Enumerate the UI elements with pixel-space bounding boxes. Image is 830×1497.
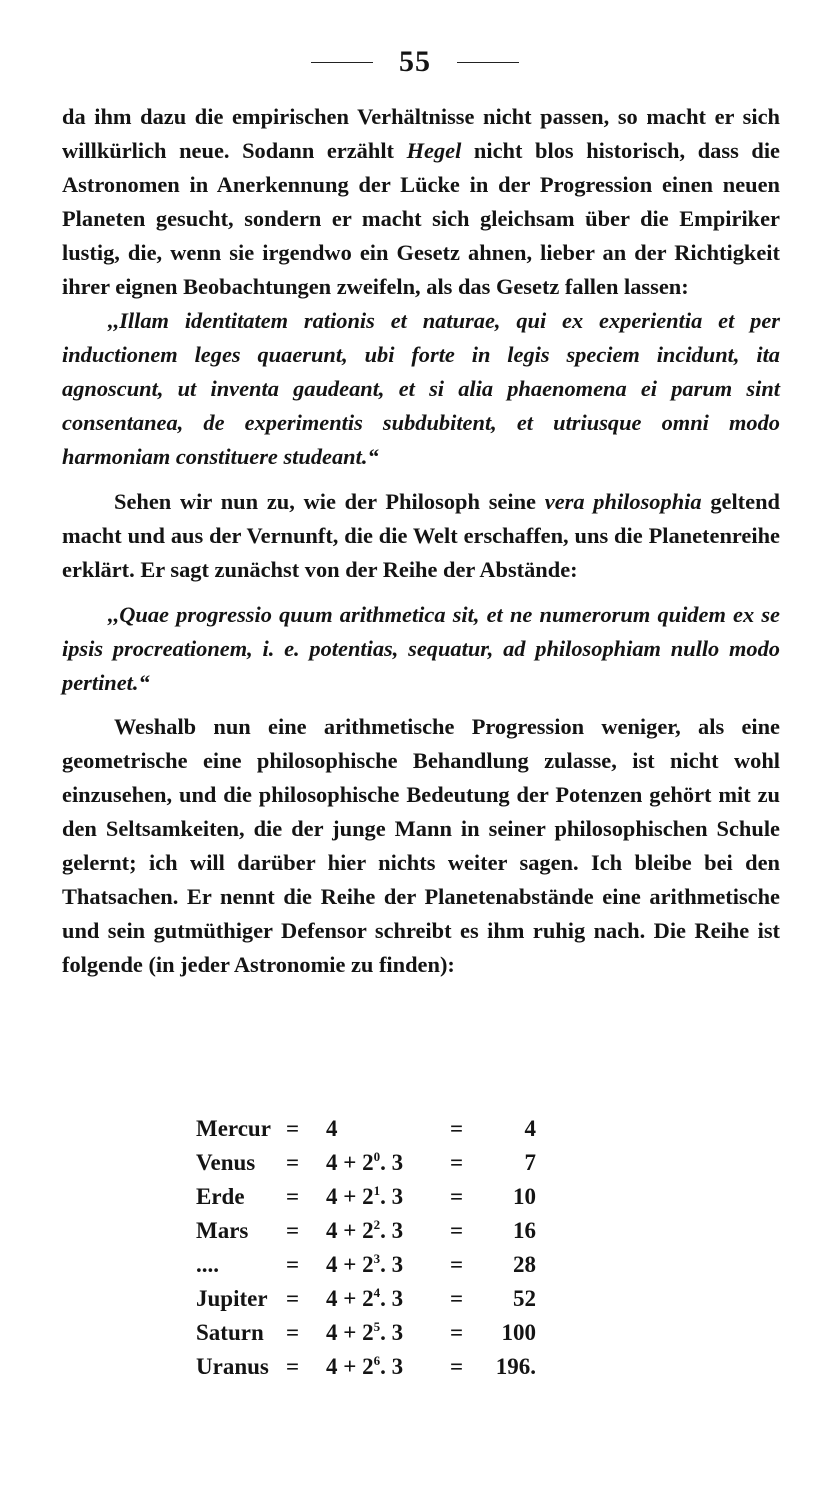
paragraph-1-text: da ihm dazu die empirischen Verhältnisse nicht passen, so macht er sich willkürlich neue. Sodann erzählt [62,104,780,163]
planet-name: Erde [196,1184,245,1209]
equals-sign: = [286,1354,300,1379]
equals-sign: = [450,1218,464,1243]
equals-sign: = [450,1184,464,1209]
equals-sign: = [450,1320,464,1345]
exponent: 6 [373,1353,381,1368]
planet-name: Jupiter [196,1286,268,1311]
planet-name: Uranus [196,1354,269,1379]
equals-sign: = [450,1286,464,1311]
series-expression: $4 + 2^4$. 3 [326,1285,404,1311]
vera-philosophia: vera philosophia [544,488,702,514]
page-body [62,100,780,982]
series-expression: 4 [326,1116,338,1141]
equals-sign: = [450,1116,464,1141]
planet-name: Saturn [196,1320,264,1345]
series-expression: $4 + 2^2$. 3 [326,1217,404,1243]
exponent: 2 [373,1217,381,1232]
name-hegel: Hegel [406,137,462,163]
paragraph-3: Weshalb nun eine arithmetische Progression weniger, als eine geometrische eine philosophische Behandlung zulasse, ist nicht wohl einzusehen, und die philosophische Bedeutung der Potenzen gehört mit zu den Seltsamkeiten, die der junge Mann in seiner philosophischen Schule gelernt; ich will darüber hier nichts weiter sagen. Ich bleibe bei den Thatsachen. Er nennt die Reihe der Planetenabstände eine arithmetische und sein gutmüthiger Defensor schreibt es ihm ruhig nach. Die Reihe ist folgende (in jeder Astronomie zu finden): [62,714,780,977]
distance-value: 7 [524,1150,536,1175]
equals-sign: = [286,1184,300,1209]
page-header [0,40,830,84]
equals-sign: = [286,1116,300,1141]
planet-name: .... [196,1252,219,1277]
exponent: 1 [373,1183,381,1198]
equals-sign: = [286,1150,300,1175]
paragraph-2-rest: geltend macht und aus der Vernunft, die die Welt erschaffen, uns die Planetenreihe erklärt. Er sagt zunächst von der Reihe der Abstände: [62,488,780,582]
distance-value: 16 [513,1218,536,1243]
distance-value: 10 [513,1184,536,1209]
equals-sign: = [450,1252,464,1277]
series-expression: $4 + 2^3$. 3 [326,1251,404,1277]
exponent: 4 [373,1285,381,1300]
distance-value: 28 [513,1252,536,1277]
header-rule-left [311,62,373,63]
distance-value: 100 [501,1320,536,1345]
paragraph-2 [62,485,780,587]
equals-sign: = [450,1150,464,1175]
exponent: 0 [373,1149,381,1164]
equals-sign: = [286,1218,300,1243]
exponent: 3 [373,1251,381,1266]
exponent: 5 [373,1319,381,1334]
distance-value: 52 [513,1286,536,1311]
distance-value: 196. [495,1354,536,1379]
equals-sign: = [286,1252,300,1277]
planet-name: Mercur [196,1116,271,1141]
equals-sign: = [286,1320,300,1345]
planet-name: Mars [196,1218,249,1243]
distance-value: 4 [524,1116,536,1141]
latin-quote-2: ,,Quae progressio quum arithmetica sit, et ne numerorum quidem ex se ipsis procreationem, i. e. potentias, sequatur, ad philosophiam nullo modo pertinet.“ [62,601,780,695]
equals-sign: = [286,1286,300,1311]
series-expression: $4 + 2^6$. 3 [326,1353,404,1379]
series-expression: $4 + 2^1$. 3 [326,1183,404,1209]
series-expression: $4 + 2^5$. 3 [326,1319,404,1345]
latin-quote-1: ,,Illam identitatem rationis et naturae, qui ex experientia et per inductionem leges quaerunt, ubi forte in legis speciem incidunt, ita agnoscunt, ut inventa gaudeant, et si alia phaenomena ei parum sint consentanea, de experimentis subdubitent, et utriusque omni modo harmoniam constituere studeant.“ [62,308,780,470]
header-rule-right [457,62,519,63]
planet-name: Venus [196,1150,256,1175]
equals-sign: = [450,1354,464,1379]
paragraph-2-text: Sehen wir nun zu, wie der Philosoph seine [114,488,545,514]
page-number: 55 [399,45,431,78]
paragraph-1-rest: nicht blos historisch, dass die Astronomen in Anerkennung der Lücke in der Progression einen neuen Planeten gesucht, sondern er macht sich gleichsam über die Empiriker lustig, die, wenn sie irgendwo ein Gesetz ahnen, lieber an der Richtigkeit ihrer eignen Beobachtungen zweifeln, als das Gesetz fallen lassen: [62,137,780,299]
series-expression: $4 + 2^0$. 3 [326,1149,404,1175]
paragraph-1 [62,100,780,303]
